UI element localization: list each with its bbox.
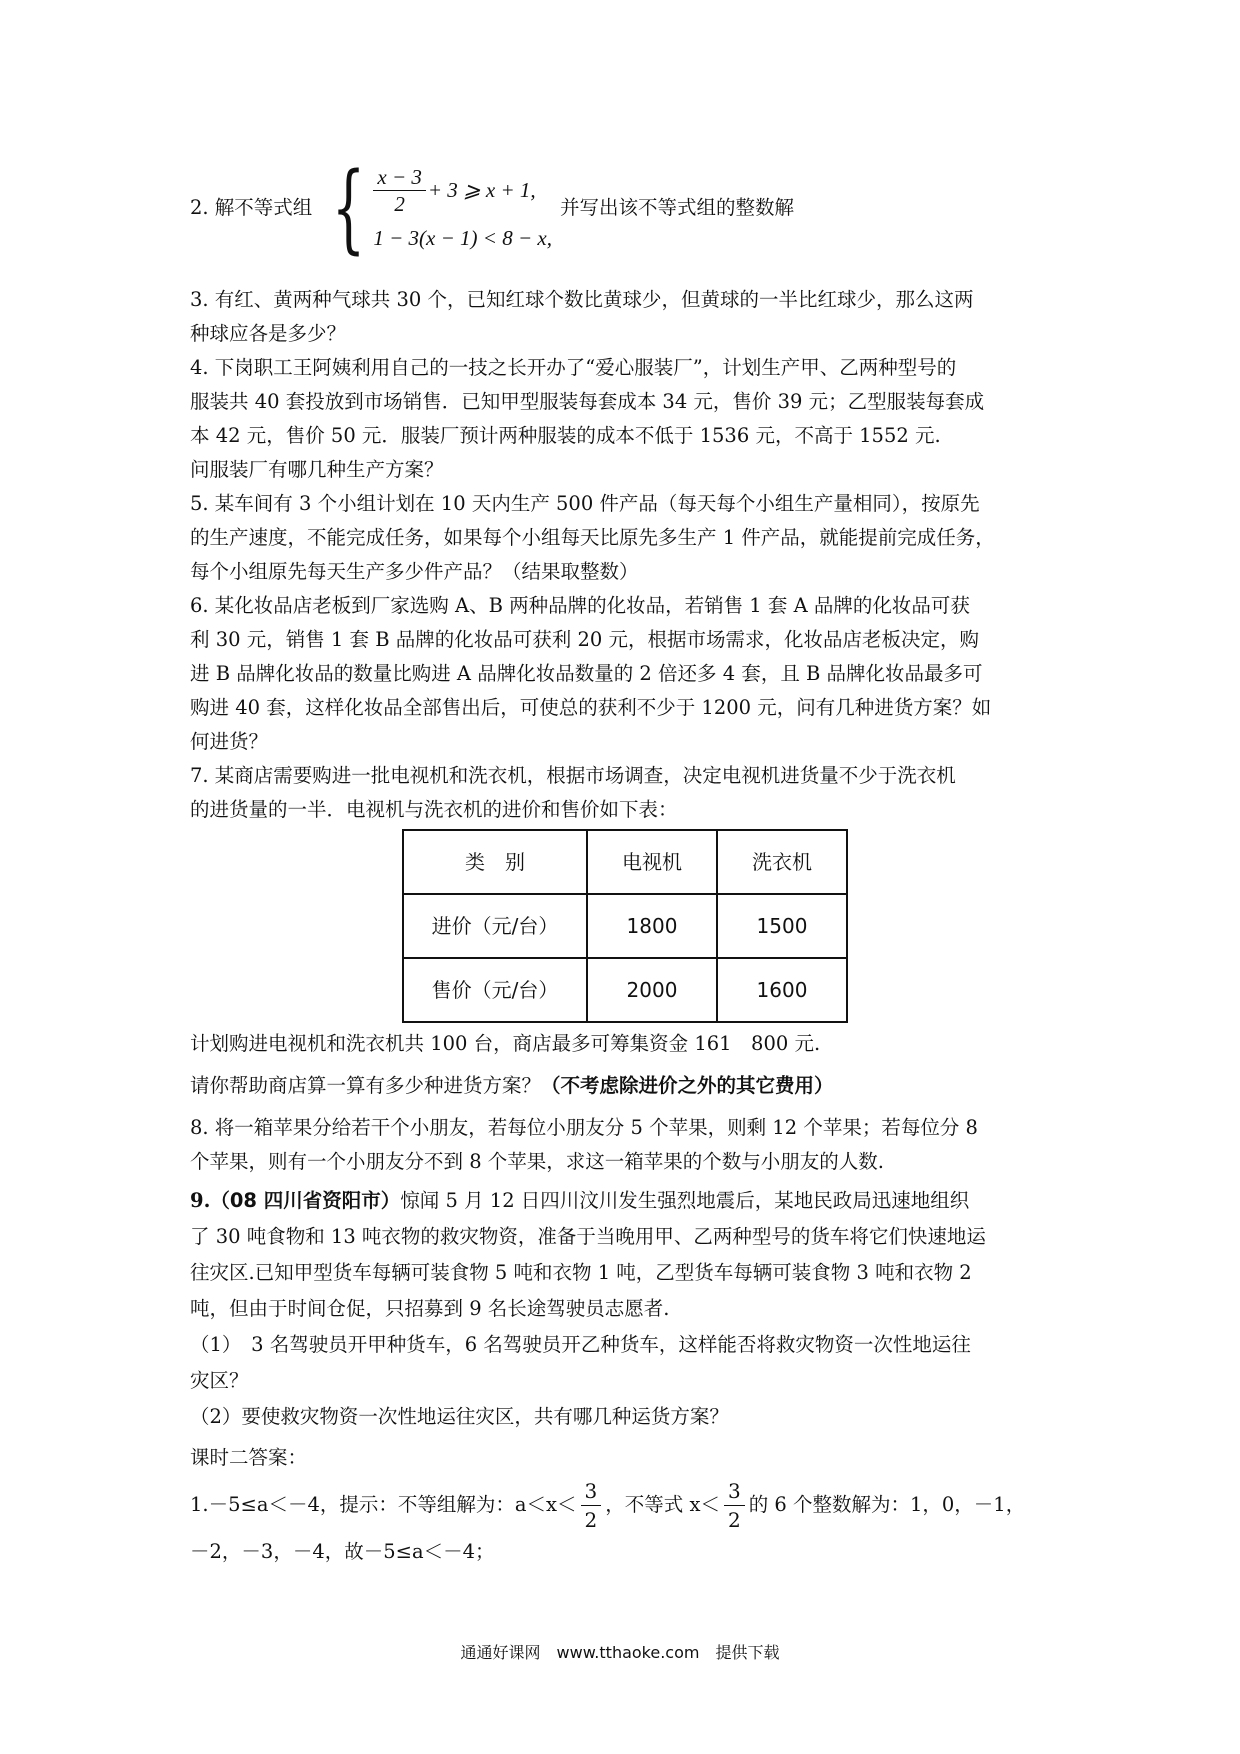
question-9	[190, 1183, 1060, 1435]
q2-suffix: 并写出该不等式组的整数解	[559, 196, 794, 219]
text-line: 进 B 品牌化妆品的数量比购进 A 品牌化妆品数量的 2 倍还多 4 套，且 B 品牌化妆品最多可	[190, 662, 983, 685]
question-2	[190, 152, 1060, 264]
text-line: 利 30 元，销售 1 套 B 品牌的化妆品可获利 20 元，根据市场需求，化妆品店老板决定，购	[190, 628, 979, 651]
table-cell: 1600	[717, 958, 847, 1022]
question-3	[190, 283, 1060, 351]
text-line: 服装共 40 套投放到市场销售．已知甲型服装每套成本 34 元，售价 39 元；乙型服装每套成	[190, 390, 985, 413]
text-line: 种球应各是多少？	[190, 322, 347, 345]
text-line: 问服装厂有哪几种生产方案？	[190, 458, 444, 481]
table-header-row	[403, 830, 847, 894]
text-line: 3. 有红、黄两种气球共 30 个，已知红球个数比黄球少，但黄球的一半比红球少，那么这两	[190, 288, 974, 311]
text-line: 了 30 吨食物和 13 吨衣物的救灾物资，准备于当晚用甲、乙两种型号的货车将它们快速地运	[190, 1225, 986, 1248]
table-cell: 售价（元/台）	[403, 958, 587, 1022]
page-footer: 通通好课网 www.tthaoke.com 提供下载	[460, 1643, 780, 1662]
fraction-denominator: 2	[584, 1507, 598, 1532]
inequality-2: 1 − 3(x − 1) < 8 − x,	[373, 226, 552, 250]
text-line: 的生产速度，不能完成任务，如果每个小组每天比原先多生产 1 件产品，就能提前完成任务，	[190, 526, 995, 549]
fraction-numerator: 3	[724, 1477, 745, 1506]
inequality-1-rest: + 3 ⩾ x + 1,	[427, 178, 536, 202]
text-line: （2）要使救灾物资一次性地运往灾区，共有哪几种运货方案？	[190, 1405, 729, 1428]
q9-text: 惊闻 5 月 12 日四川汶川发生强烈地震后，某地民政局迅速地组织	[400, 1189, 970, 1212]
text-line	[190, 1069, 1060, 1103]
price-table	[402, 829, 848, 1023]
table-header-cell: 洗衣机	[717, 830, 847, 894]
document-body	[190, 152, 1060, 1569]
q9-number: 9.	[190, 1189, 211, 1212]
fraction-denominator: 2	[394, 191, 405, 216]
q7-note: （不考虑除进价之外的其它费用）	[541, 1074, 834, 1097]
table-cell: 1500	[717, 894, 847, 958]
left-brace: {	[332, 152, 366, 264]
answers-section	[190, 1441, 1060, 1569]
text-line: 8. 将一箱苹果分给若干个小朋友，若每位小朋友分 5 个苹果，则剩 12 个苹果；若每位分 8	[190, 1116, 978, 1139]
fraction	[724, 1477, 745, 1534]
fraction	[373, 164, 426, 217]
table-cell: 1800	[587, 894, 717, 958]
q2-prefix: 2. 解不等式组	[190, 196, 313, 219]
text-line: 4. 下岗职工王阿姨利用自己的一技之长开办了“爱心服装厂”，计划生产甲、乙两种型号的	[190, 356, 957, 379]
text-line	[190, 1183, 1060, 1219]
question-6	[190, 589, 1060, 759]
fraction-denominator: 2	[727, 1507, 741, 1532]
text-line: 6. 某化妆品店老板到厂家选购 A、B 两种品牌的化妆品，若销售 1 套 A 品牌的化妆品可获	[190, 594, 970, 617]
text-line: 计划购进电视机和洗衣机共 100 台，商店最多可筹集资金 161 800 元.	[190, 1032, 821, 1055]
text-line: 本 42 元，售价 50 元．服装厂预计两种服装的成本不低于 1536 元，不高于 1552 元.	[190, 424, 941, 447]
text-line: 购进 40 套，这样化妆品全部售出后，可使总的获利不少于 1200 元，问有几种进货方案？如	[190, 696, 992, 719]
question-7	[190, 759, 1060, 1111]
text-line: 的进货量的一半．电视机与洗衣机的进价和售价如下表：	[190, 798, 678, 821]
table-header-cell: 类 别	[403, 830, 587, 894]
text-line: 7. 某商店需要购进一批电视机和洗衣机，根据市场调查，决定电视机进货量不少于洗衣机	[190, 764, 956, 787]
fraction-numerator: x − 3	[373, 164, 426, 191]
q9-source: （08 四川省资阳市）	[210, 1189, 401, 1212]
text-line: 何进货？	[190, 730, 269, 753]
fraction-numerator: 3	[581, 1477, 602, 1506]
table-row	[403, 894, 847, 958]
answer-1-line-2: －2，－3，－4，故－5≤a＜－4；	[190, 1540, 495, 1563]
answer-text: ，不等式 x＜	[605, 1493, 720, 1516]
table-cell: 2000	[587, 958, 717, 1022]
inequality-1	[373, 160, 552, 220]
table-header-cell: 电视机	[587, 830, 717, 894]
answers-heading: 课时二答案：	[190, 1446, 308, 1469]
inequality-system	[318, 152, 552, 264]
question-8	[190, 1111, 1060, 1179]
inequality-lines	[373, 160, 552, 256]
answer-text: 1.－5≤a＜－4，提示：不等组解为：a＜x＜	[190, 1493, 577, 1516]
q7-question: 请你帮助商店算一算有多少种进货方案？	[190, 1074, 542, 1097]
question-5	[190, 487, 1060, 589]
table-cell: 进价（元/台）	[403, 894, 587, 958]
text-line: （1） 3 名驾驶员开甲种货车，6 名驾驶员开乙种货车，这样能否将救灾物资一次性地运往	[190, 1333, 971, 1356]
text-line: 吨，但由于时间仓促，只招募到 9 名长途驾驶员志愿者.	[190, 1297, 670, 1320]
text-line: 灾区？	[190, 1369, 249, 1392]
answer-text: 的 6 个整数解为：1，0，－1，	[748, 1493, 1026, 1516]
text-line: 5. 某车间有 3 个小组计划在 10 天内生产 500 件产品（每天每个小组生产量相同），按原先	[190, 492, 980, 515]
text-line: 个苹果，则有一个小朋友分不到 8 个苹果，求这一箱苹果的个数与小朋友的人数.	[190, 1150, 885, 1173]
table-row	[403, 958, 847, 1022]
question-4	[190, 351, 1060, 487]
text-line: 每个小组原先每天生产多少件产品？（结果取整数）	[190, 560, 639, 583]
text-line: 往灾区.已知甲型货车每辆可装食物 5 吨和衣物 1 吨，乙型货车每辆可装食物 3 吨和衣物 2	[190, 1261, 972, 1284]
fraction	[581, 1477, 602, 1534]
answer-1-line-1	[190, 1475, 1060, 1535]
